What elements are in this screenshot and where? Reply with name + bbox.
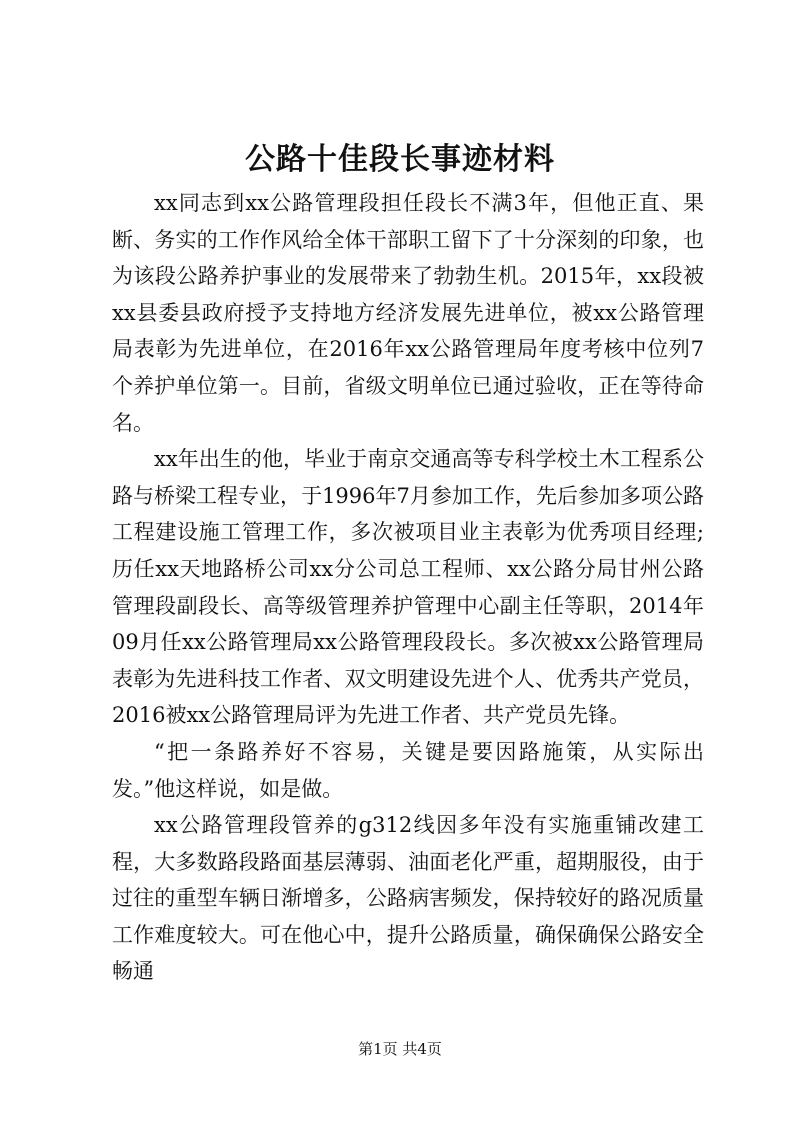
paragraph-3: “把一条路养好不容易，关键是要因路施策，从实际出发。”他这样说，如是做。 [112,739,704,801]
page-title: 公路十佳段长事迹材料 [245,142,555,177]
page-number-footer: 第1页 共4页 [358,1040,442,1058]
paragraph-1: xx同志到xx公路管理段担任段长不满3年，但他正直、果断、务实的工作作风给全体干部职工留下了十分深刻的印象，也为该段公路养护事业的发展带来了勃勃生机。2015年，xx段被xx县委县政府授予支持地方经济发展先进单位，被xx公路管理局表彰为先进单位，在2016年xx公路管理局年度考核中位列7个养护单位第一。目前，省级文明单位已通过验收，正在等待命名。 [112,191,704,435]
paragraph-4: xx公路管理段管养的g312线因多年没有实施重铺改建工程，大多数路段路面基层薄弱、油面老化严重，超期服役，由于过往的重型车辆日渐增多，公路病害频发，保持较好的路况质量工作难度较大。可在他心中，提升公路质量，确保确保公路安全畅通 [112,813,704,984]
paragraph-2: xx年出生的他，毕业于南京交通高等专科学校土木工程系公路与桥梁工程专业，于1996年7月参加工作，先后参加多项公路工程建设施工管理工作，多次被项目业主表彰为优秀项目经理;历任xx天地路桥公司xx分公司总工程师、xx公路分局甘州公路管理段副段长、高等级管理养护管理中心副主任等职，2014年09月任xx公路管理局xx公路管理段段长。多次被xx公路管理局表彰为先进科技工作者、双文明建设先进个人、优秀共产党员，2016被xx公路管理局评为先进工作者、共产党员先锋。 [112,447,704,728]
document-body [112,185,704,990]
